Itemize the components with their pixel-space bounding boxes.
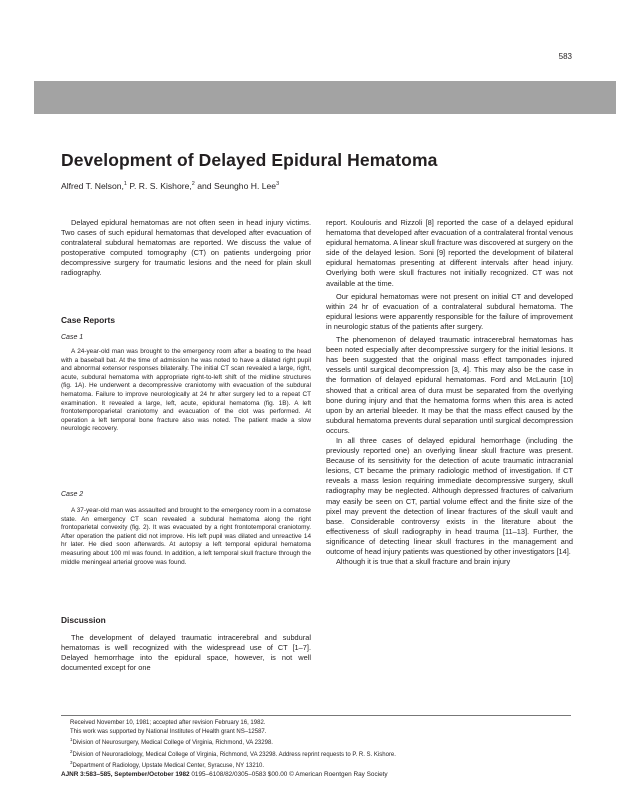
- affiliation-marker: 2: [70, 748, 73, 754]
- author-name: P. R. S. Kishore,: [126, 181, 192, 191]
- case1-body: [61, 348, 311, 434]
- abstract-text: Delayed epidural hematomas are not often seen in head injury victims. Two cases of such epidural hematomas that developed after evacuation of contralateral subdural hematomas are reported. We discuss the value of postoperative computed tomography (CT) on patients undergoing prior decompressive surgery for traumatic lesions and the need for plain skull radiography.: [61, 218, 311, 277]
- discussion-heading: Discussion: [61, 615, 106, 625]
- author-list: [61, 181, 279, 191]
- page-number: 583: [558, 52, 572, 61]
- discussion-paragraph: report. Koulouris and Rizzoli [8] reported the case of a delayed epidural hematoma that developed after evacuation of a contralateral frontal venous epidural hematoma. A linear skull fracture was discovered at surgery on the side of the delayed lesion. Soni [9] reported the development of bilateral epidural hematomas presenting at different intervals after head injury. Overlying both were skull fractures not initially recognized. CT was not available at the time.: [326, 218, 573, 288]
- affiliation-note: $^2$Division of Neuroradiology, Medical College of Virginia, Richmond, VA 23298. Address reprint requests to P. R. S. Kishore.: [70, 748, 396, 758]
- affiliation-marker: 1: [70, 737, 73, 742]
- discussion-body-left: [61, 633, 311, 673]
- author-name: Alfred T. Nelson,: [61, 181, 124, 191]
- author-name: and Seungho H. Lee: [194, 181, 277, 191]
- discussion-paragraph: The development of delayed traumatic intracerebral and subdural hematomas is well recognized with the widespread use of CT [1–7]. Delayed hemorrhage into the epidural space, however, is not well documented except for one: [61, 633, 311, 673]
- case2-label-wrap: [61, 490, 311, 500]
- journal-issn-copyright: 0195–6108/82/0305–0583 $00.00 © American Roentgen Ray Society: [189, 771, 388, 778]
- affiliation-marker: 3: [70, 760, 73, 765]
- discussion-paragraph: Our epidural hematomas were not present on initial CT and developed within 24 hr of evacuation of a contralateral subdural hematoma. The epidural lesions were apparently responsible for the failure of improvement in neurologic status of the patients after surgery.: [326, 291, 573, 331]
- discussion-body-right: [326, 218, 573, 567]
- affiliation-marker: 2: [191, 181, 195, 187]
- affiliation-note: $^1$Division of Neurosurgery, Medical College of Virginia, Richmond, VA 23298.: [70, 737, 273, 746]
- discussion-paragraph: In all three cases of delayed epidural hemorrhage (including the previously reported one) an overlying linear skull fracture was present. Because of its sensitivity for the detection of acute traumatic intracranial lesions, CT became the primary radiologic method of investigation. If CT reveals a mass lesion requiring immediate decompressive surgery, skull radiography may be neglected. Although depressed fractures of calvarium may easily be seen on CT, partial volume effect and the finite size of the pixel may prevent the detection of linear fractures of the skull vault and base. Considerable controversy exists in the literature about the effectiveness of skull radiography in head trauma [11–13]. Further, the significance of detecting linear skull fractures in the management and outcome of head injury patients was questioned by other investigators [14].: [326, 435, 573, 556]
- abstract: [61, 218, 311, 278]
- case1-label-wrap: [61, 333, 311, 343]
- support-note: This work was supported by National Institutes of Health grant NS–12587.: [70, 728, 267, 735]
- case2-text: A 37-year-old man was assaulted and brought to the emergency room in a comatose state. An emergency CT scan revealed a subdural hematoma along the right frontoparietal convexity (fig. 2). It was evacuated by a right frontotemporal craniotomy. After operation the patient did not improve. His left pupil was dilated and unreactive 14 hr later. He died soon afterwards. At autopsy a left temporal epidural hematoma measuring about 100 ml was found. In addition, a left temporal skull fracture through the middle meningeal arterial groove was found.: [61, 507, 311, 566]
- affiliation-marker: 1: [123, 181, 127, 187]
- case-reports-section: [61, 316, 311, 326]
- header-banner: [34, 81, 616, 114]
- case1-label: Case 1: [61, 334, 84, 341]
- discussion-paragraph: The phenomenon of delayed traumatic intracerebral hematomas has been noted especially after decompressive surgery for the initial lesions. It has been suggested that the original mass effect tamponades injured vessels until surgical decompression [3, 4]. This may also be the case in the formation of delayed epidural hematomas. Ford and McLaurin [10] showed that a critical area of dura must be separated from the overlying bone during injury and that the hematoma forms when this area is acted upon by an arterial bleeder. It may be that the mass effect caused by the subdural hematoma prevents dural separation until surgical decompression occurs.: [326, 335, 573, 435]
- case2-label: Case 2: [61, 491, 84, 498]
- case2-body: [61, 507, 311, 567]
- case-reports-heading: Case Reports: [61, 315, 115, 325]
- footnotes: [70, 719, 396, 771]
- received-note: Received November 10, 1981; accepted after revision February 16, 1982.: [70, 720, 266, 726]
- journal-citation: [61, 771, 388, 778]
- article-title: Development of Delayed Epidural Hematoma: [61, 150, 438, 170]
- affiliation-note: $^3$Department of Radiology, Upstate Medical Center, Syracuse, NY 13210.: [70, 760, 265, 769]
- footnote-divider: [61, 715, 571, 716]
- case1-text: A 24-year-old man was brought to the emergency room after a beating to the head with a baseball bat. At the time of admission he was noted to have a dilated right pupil and abnormal extensor responses bilaterally. The initial CT scan revealed a large, right, acute, subdural hematoma with appropriate right-to-left shift of the midline structures (fig. 1A). He underwent a decompressive craniotomy with evacuation of the subdural hematoma. Failure to improve neurologically at 24 hr after surgery led to a repeat CT examination. It revealed a large, left, acute, epidural hematoma (fig. 1B). A left frontotemporoparietal craniotomy and evacuation of the clot was performed. At operation a left temporal bone fracture also was noted. The patient made a slow neurologic recovery.: [61, 348, 311, 433]
- affiliation-marker: 3: [276, 181, 280, 187]
- discussion-heading-wrap: [61, 616, 311, 626]
- discussion-paragraph: Although it is true that a skull fracture and brain injury: [336, 557, 511, 567]
- journal-citation-bold: AJNR 3:583–585, September/October 1982: [61, 771, 190, 778]
